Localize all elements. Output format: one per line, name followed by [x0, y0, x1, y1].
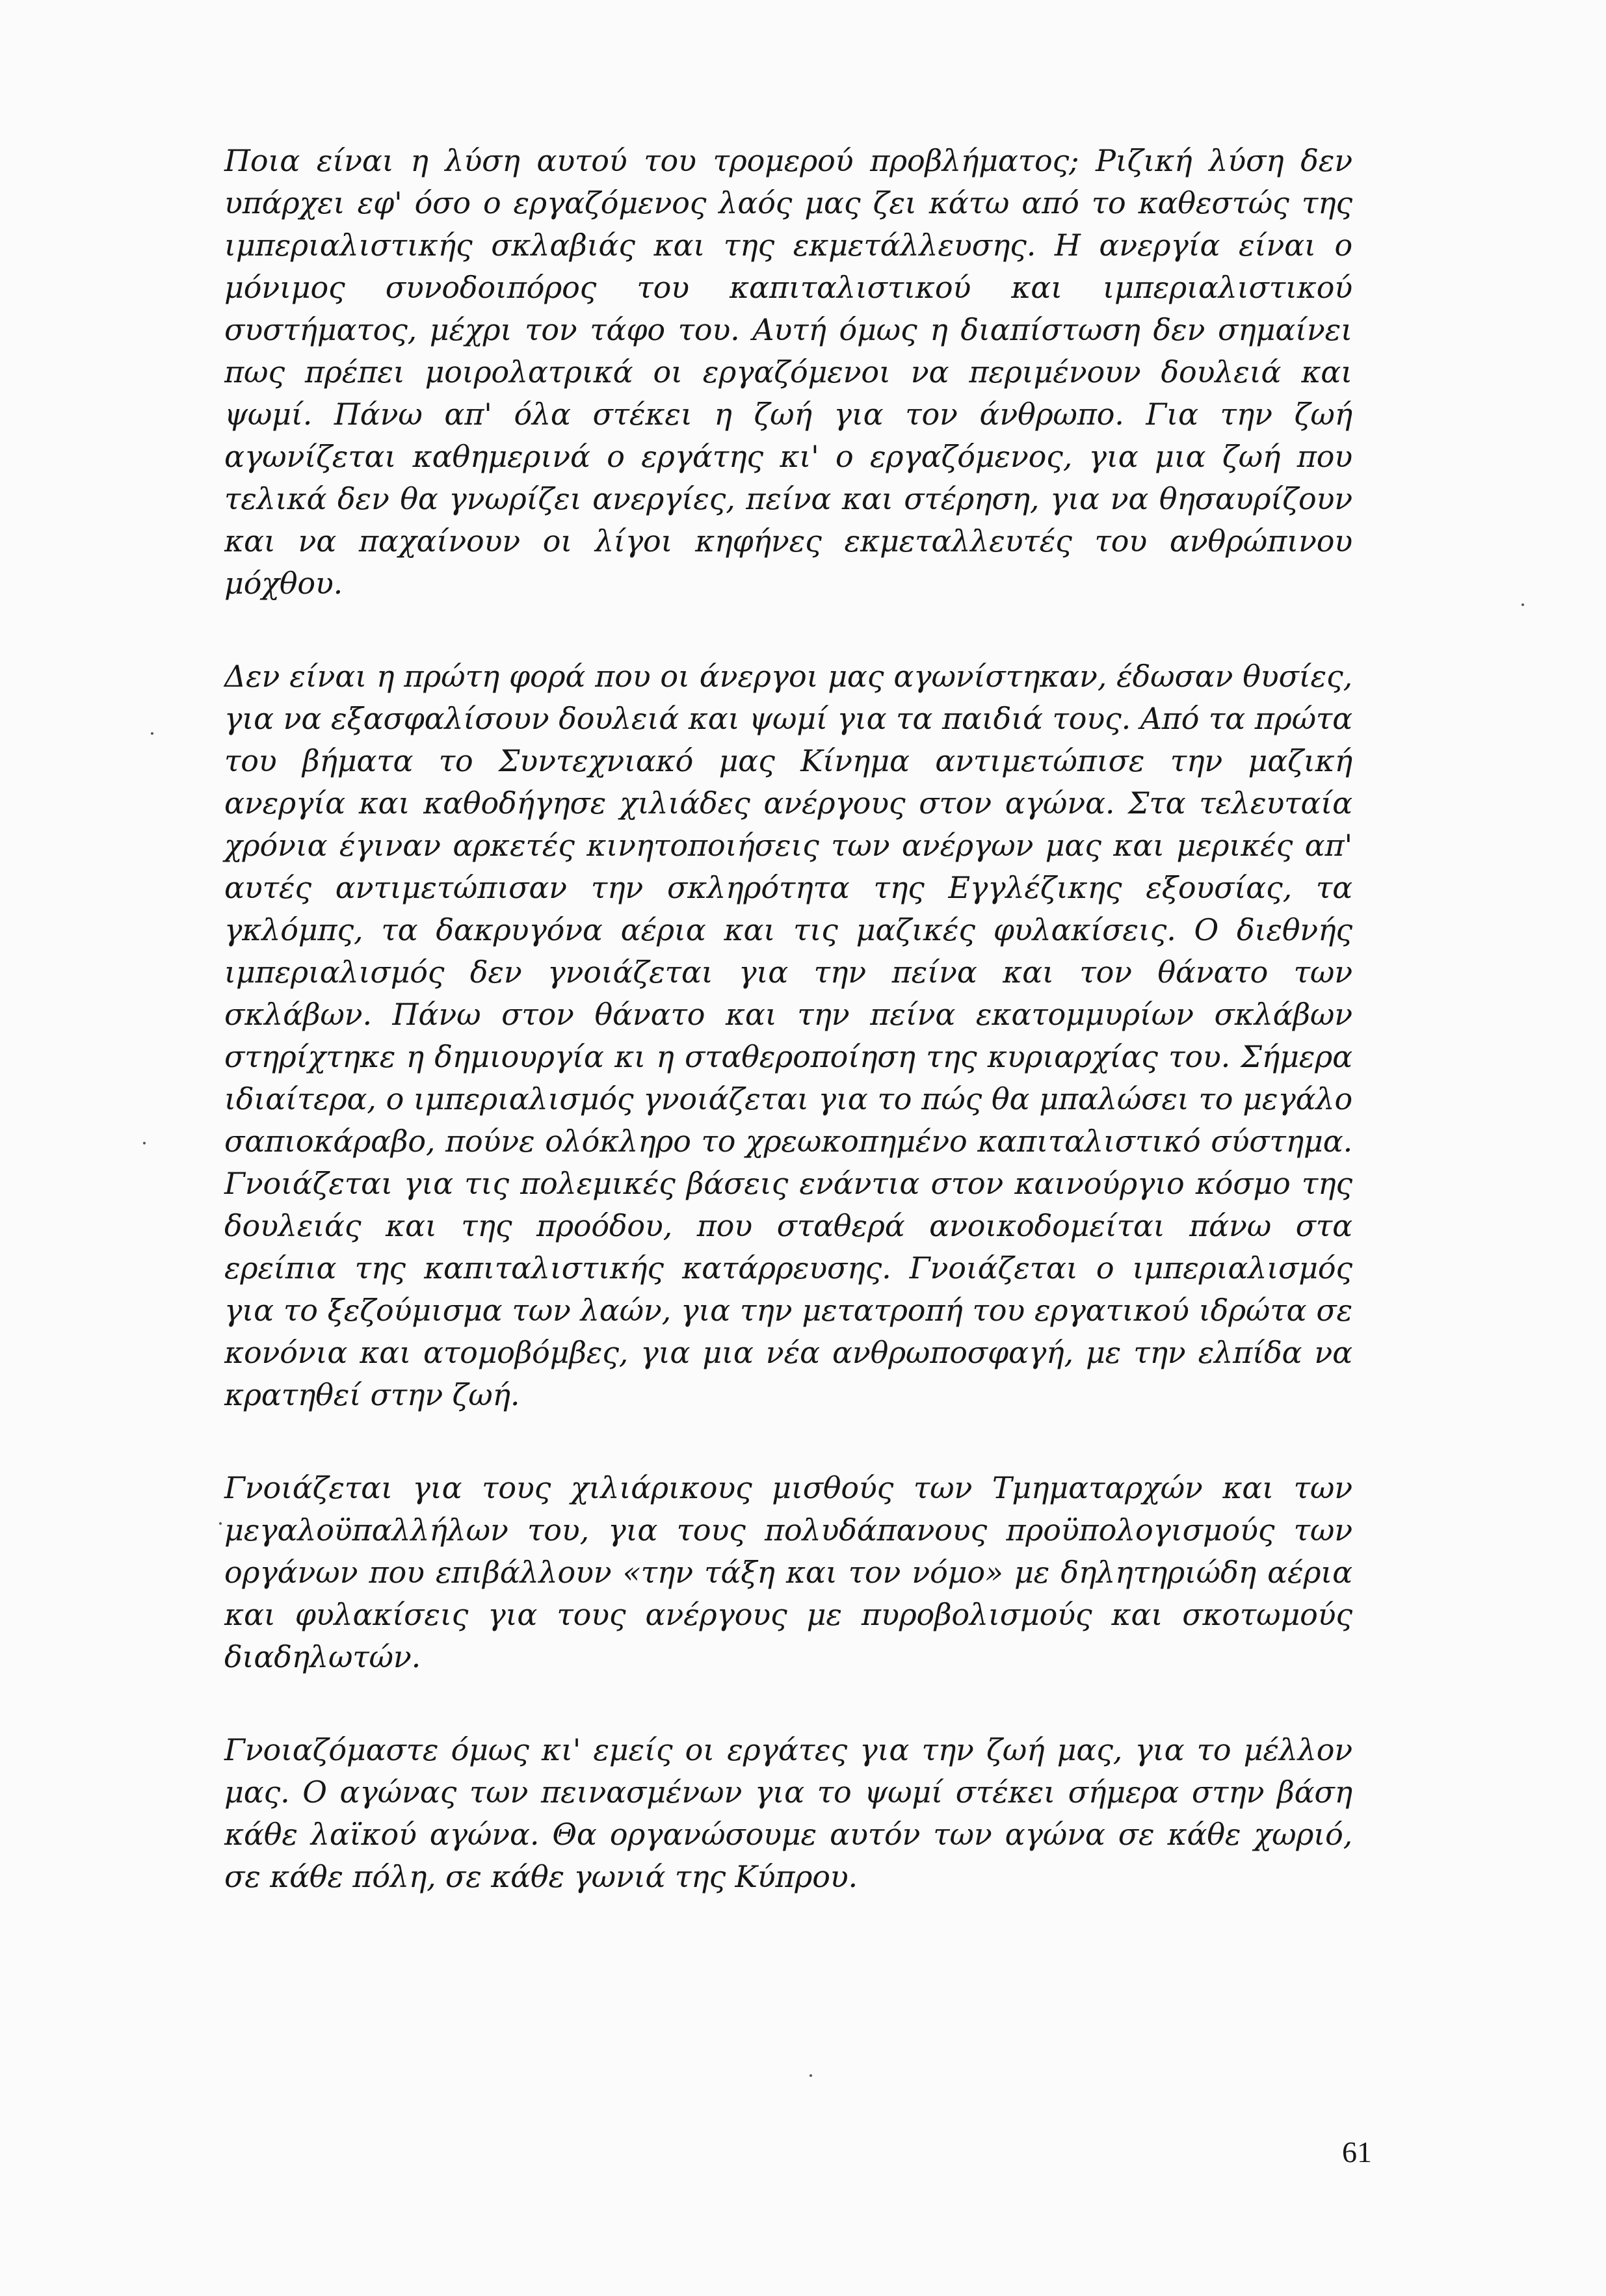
scan-speck: [151, 732, 153, 735]
scan-speck: [219, 1522, 222, 1525]
scan-speck: [1521, 603, 1524, 606]
paragraph-past-struggles: Δεν είναι η πρώτη φορά που οι άνεργοι μας αγωνίστηκαν, έδωσαν θυσίες, για να εξασφαλίσουν δουλειά και ψωμί για τα παιδιά τους. Από τα πρώτα του βήματα το Συντεχνιακό μας Κίνημα αντιμετώπισε την μαζική ανεργία και καθοδήγησε χιλιάδες ανέργους στον αγώνα. Στα τελευταία χρόνια έγιναν αρκετές κινητοποιήσεις των ανέργων μας και μερικές απ' αυτές αντιμετώπισαν την σκληρότητα της Εγγλέζικης εξουσίας, τα γκλόμπς, τα δακρυγόνα αέρια και τις μαζικές φυλακίσεις. Ο διεθνής ιμπεριαλισμός δεν γνοιάζεται για την πείνα και τον θάνατο των σκλάβων. Πάνω στον θάνατο και την πείνα εκατομμυρίων σκλάβων στηρίχτηκε η δημιουργία κι η σταθεροποίηση της κυριαρχίας του. Σήμερα ιδιαίτερα, ο ιμπεριαλισμός γνοιάζεται για το πώς θα μπαλώσει το μεγάλο σαπιοκάραβο, πούνε ολόκληρο το χρεωκοπημένο καπιταλιστικό σύστημα. Γνοιάζεται για τις πολεμικές βάσεις ενάντια στον καινούργιο κόσμο της δουλειάς και της προόδου, που σταθερά ανοικοδομείται πάνω στα ερείπια της καπιταλιστικής κατάρρευσης. Γνοιάζεται ο ιμπεριαλισμός για το ξεζούμισμα των λαών, για την μετατροπή του εργατικού ιδρώτα σε κονόνια και ατομοβόμβες, για μια νέα ανθρωποσφαγή, με την ελπίδα να κρατηθεί στην ζωή.: [224, 659, 1352, 1412]
paragraph-imperialism-concerns: Γνοιάζεται για τους χιλιάρικους μισθούς των Τμηματαρχών και των μεγαλοϋπαλλήλων του, για τους πολυδάπανους προϋπολογισμούς των οργάνων που επιβάλλουν «την τάξη και τον νόμο» με δηλητηριώδη αέρια και φυλακίσεις για τους ανέργους με πυροβολισμούς και σκοτωμούς διαδηλωτών.: [224, 1470, 1352, 1674]
paragraph-workers-struggle: Γνοιαζόμαστε όμως κι' εμείς οι εργάτες για την ζωή μας, για το μέλλον μας. Ο αγώνας των πεινασμένων για το ψωμί στέκει σήμερα στην βάση κάθε λαϊκού αγώνα. Θα οργανώσουμε αυτόν των αγώνα σε κάθε χωριό, σε κάθε πόλη, σε κάθε γωνιά της Κύπρου.: [224, 1732, 1352, 1894]
page-number: 61: [1342, 2135, 1372, 2169]
scan-speck: [143, 1142, 146, 1144]
paragraph-unemployment-solution: Ποια είναι η λύση αυτού του τρομερού προβλήματος; Ριζική λύση δεν υπάρχει εφ' όσο ο εργαζόμενος λαός μας ζει κάτω από το καθεστώς της ιμπεριαλιστικής σκλαβιάς και της εκμετάλλευσης. Η ανεργία είναι ο μόνιμος συνοδοιπόρος του καπιταλιστικού και ιμπεριαλιστικού συστήματος, μέχρι τον τάφο του. Αυτή όμως η διαπίστωση δεν σημαίνει πως πρέπει μοιρολατρικά οι εργαζόμενοι να περιμένουν δουλειά και ψωμί. Πάνω απ' όλα στέκει η ζωή για τον άνθρωπο. Για την ζωή αγωνίζεται καθημερινά ο εργάτης κι' ο εργαζόμενος, για μια ζωή που τελικά δεν θα γνωρίζει ανεργίες, πείνα και στέρηση, για να θησαυρίζουν και να παχαίνουν οι λίγοι κηφήνες εκμεταλλευτές του ανθρώπινου μόχθου.: [224, 143, 1352, 601]
scan-speck: [810, 2074, 812, 2077]
page-body: [224, 140, 1352, 1949]
